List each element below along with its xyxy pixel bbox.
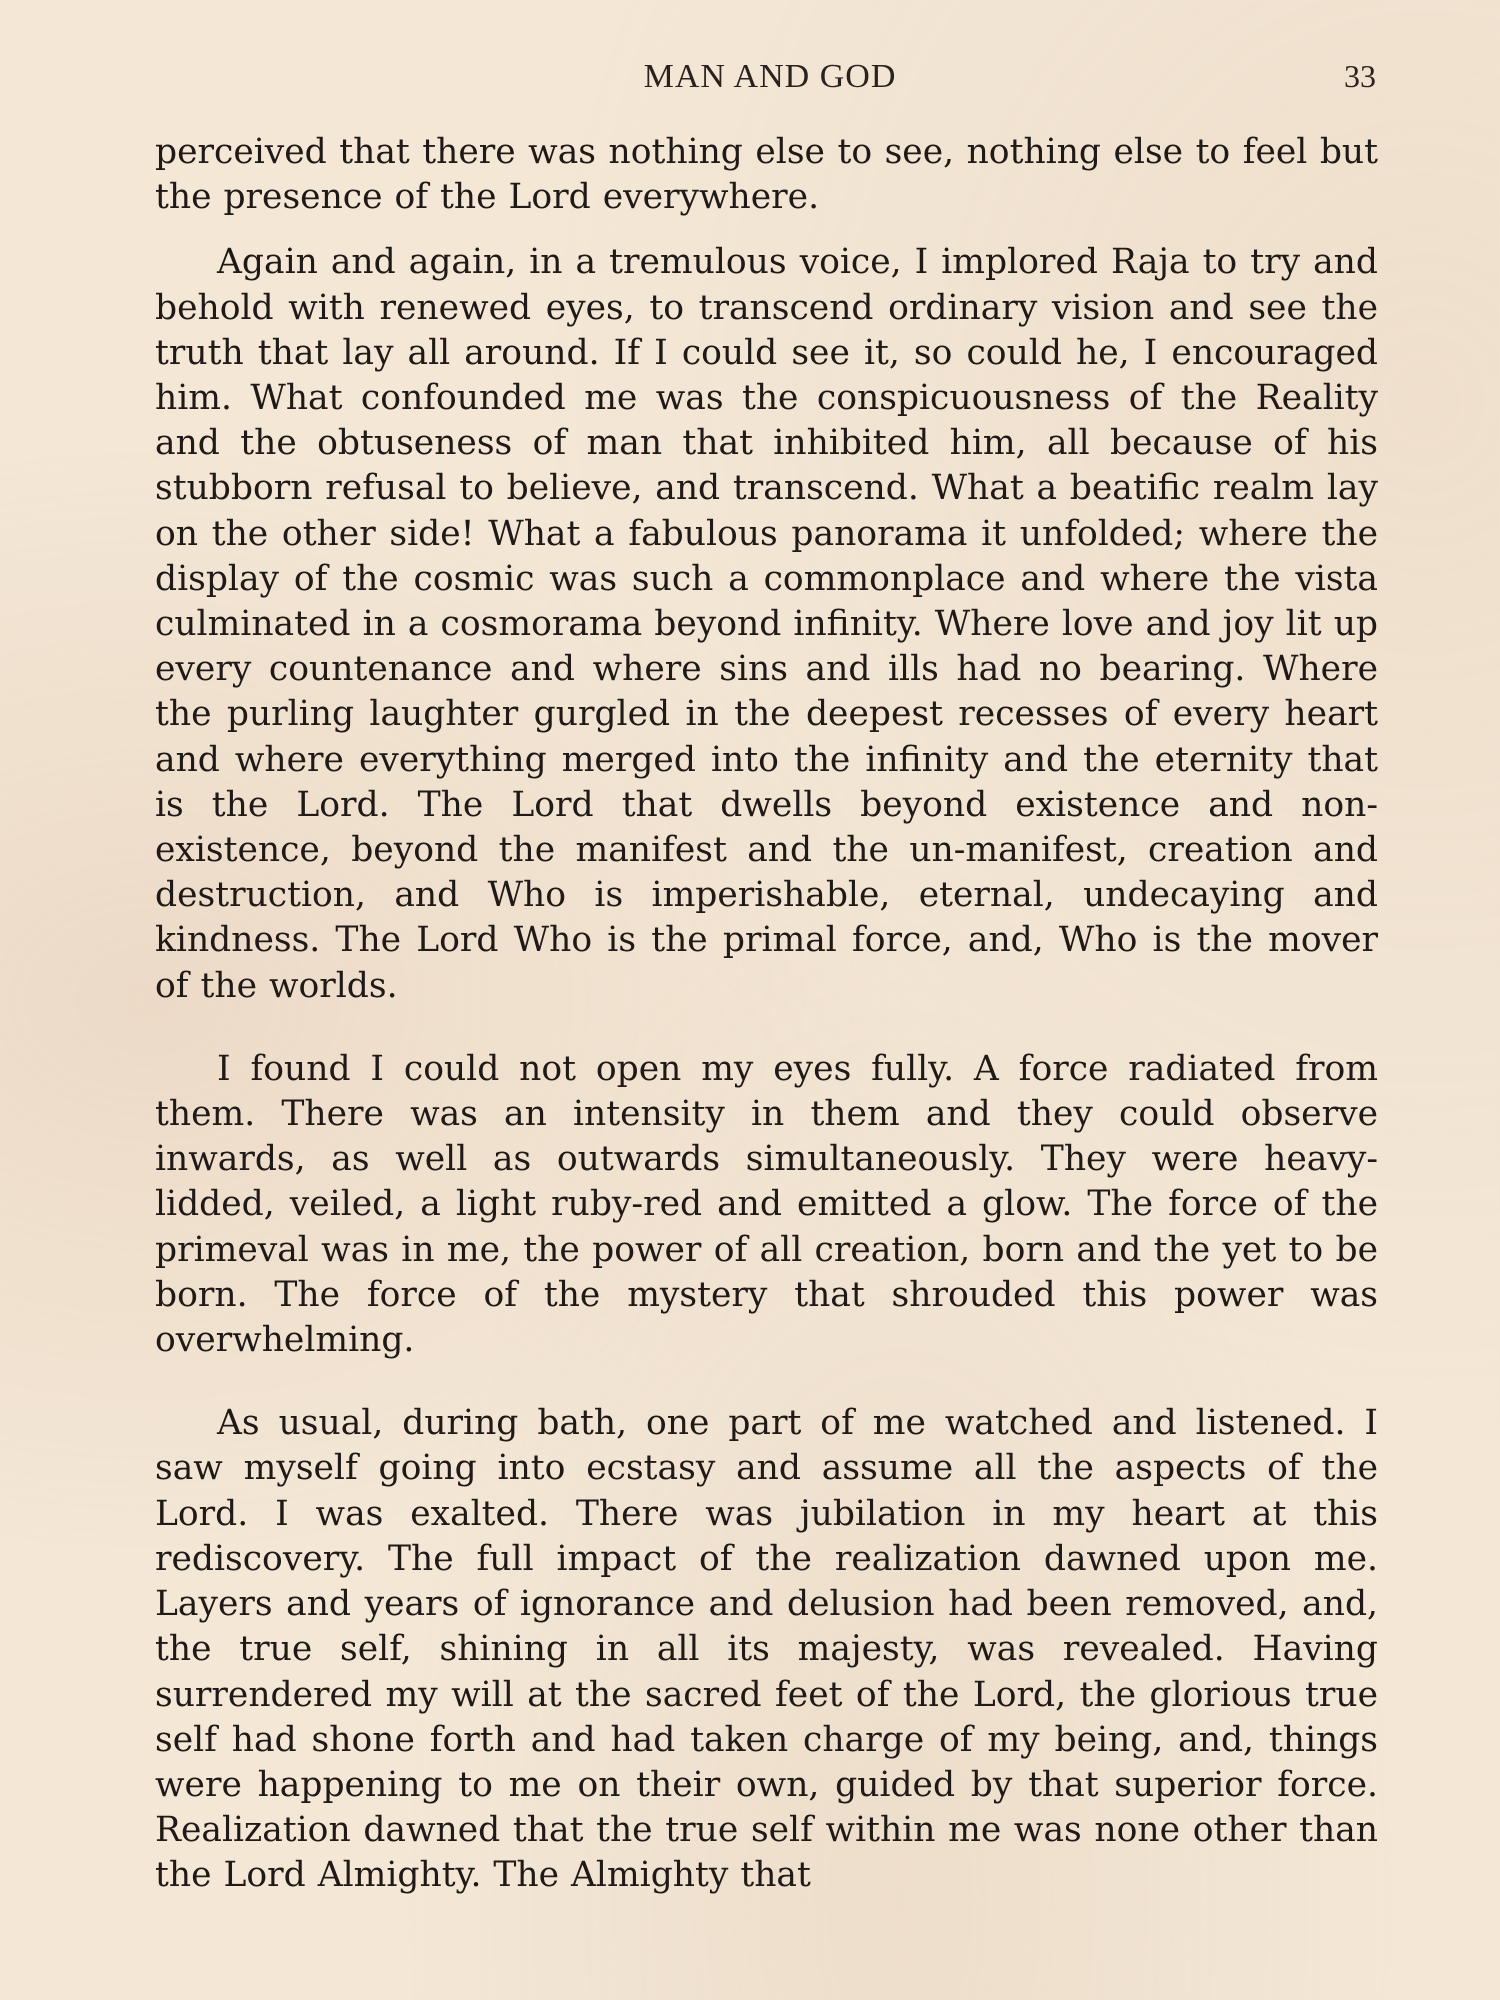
paragraph-1: perceived that there was nothing else to see, nothing else to feel but the presence of the Lord everywhere.: [155, 132, 1378, 218]
paragraph-4: As usual, during bath, one part of me watched and listened. I saw myself going into ecstasy and assume all the aspects of the Lord. I was exalted. There was jubilation in my heart at this rediscovery. The full impact of the realization dawned upon me. Layers and years of ignorance and delusion had been removed, and, the true self, shining in all its majesty, was revealed. Having surrendered my will at the sacred feet of the Lord, the glorious true self had shone forth and had taken charge of my being, and, things were happening to me on their own, guided by that superior force. Realization dawned that the true self within me was none other than the Lord Almighty. The Almighty that: [155, 1403, 1378, 1896]
paragraph-3: I found I could not open my eyes fully. A force radiated from them. There was an intensity in them and they could observe inwards, as well as outwards simultaneously. They were heavy-lidded, veiled, a light ruby-red and emitted a glow. The force of the primeval was in me, the power of all creation, born and the yet to be born. The force of the mystery that shrouded this power was overwhelming.: [155, 1048, 1378, 1361]
running-head: [0, 58, 1500, 108]
page-number: 33: [1344, 58, 1376, 94]
paragraph-2: Again and again, in a tremulous voice, I implored Raja to try and behold with renewed eyes, to transcend ordinary vision and see the truth that lay all around. If I could see it, so could he, I encouraged him. What confounded me was the conspicuousness of the Reality and the obtuseness of man that inhibited him, all because of his stubborn refusal to believe, and transcend. What a beatific realm lay on the other side! What a fabulous panorama it unfolded; where the display of the cosmic was such a commonplace and where the vista culminated in a cosmorama beyond infinity. Where love and joy lit up every countenance and where sins and ills had no bearing. Where the purling laughter gurgled in the deepest recesses of every heart and where everything merged into the infinity and the eternity that is the Lord. The Lord that dwells beyond existence and non-existence, beyond the manifest and the un-manifest, creation and destruction, and Who is imperishable, eternal, undecaying and kindness. The Lord Who is the primal force, and, Who is the mover of the worlds.: [155, 242, 1378, 1006]
body-text: [155, 130, 1378, 1899]
chapter-title: MAN AND GOD: [643, 58, 897, 95]
